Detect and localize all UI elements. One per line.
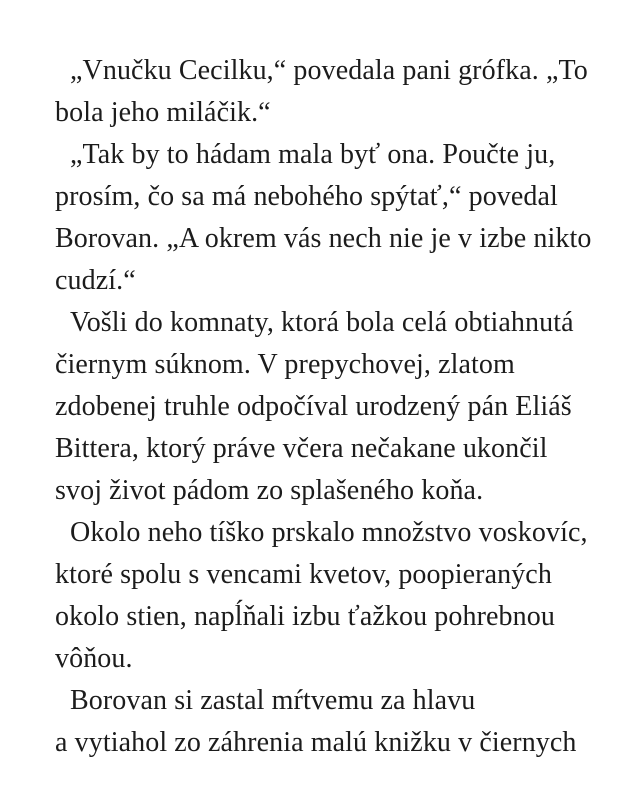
text-line: Okolo neho tíško prskalo množstvo voskovíc, <box>70 517 588 548</box>
text-line: svoj život pádom zo splašeného koňa. <box>55 475 484 506</box>
text-line: „Vnučku Cecilku,“ povedala pani grófka. „To <box>70 55 588 86</box>
text-line: prosím, čo sa má nebohého spýtať,“ povedal <box>55 181 558 212</box>
text-line: ktoré spolu s vencami kvetov, poopieraných <box>55 559 552 590</box>
text-line: Bittera, ktorý práve včera nečakane ukončil <box>55 433 548 464</box>
text-line: čiernym súknom. V prepychovej, zlatom <box>55 349 515 380</box>
text-line: Vošli do komnaty, ktorá bola celá obtiahnutá <box>70 307 574 338</box>
text-line: Borovan. „A okrem vás nech nie je v izbe nikto <box>55 223 592 254</box>
text-line: vôňou. <box>55 643 133 674</box>
text-line: bola jeho miláčik.“ <box>55 97 271 128</box>
text-line: a vytiahol zo záhrenia malú knižku v čiernych <box>55 727 577 758</box>
text-line: cudzí.“ <box>55 265 136 296</box>
text-line: Borovan si zastal mŕtvemu za hlavu <box>70 685 476 716</box>
text-line: okolo stien, napĺňali izbu ťažkou pohrebnou <box>55 601 555 632</box>
text-line: zdobenej truhle odpočíval urodzený pán Eliáš <box>55 391 572 422</box>
text-line: „Tak by to hádam mala byť ona. Poučte ju, <box>70 139 556 170</box>
